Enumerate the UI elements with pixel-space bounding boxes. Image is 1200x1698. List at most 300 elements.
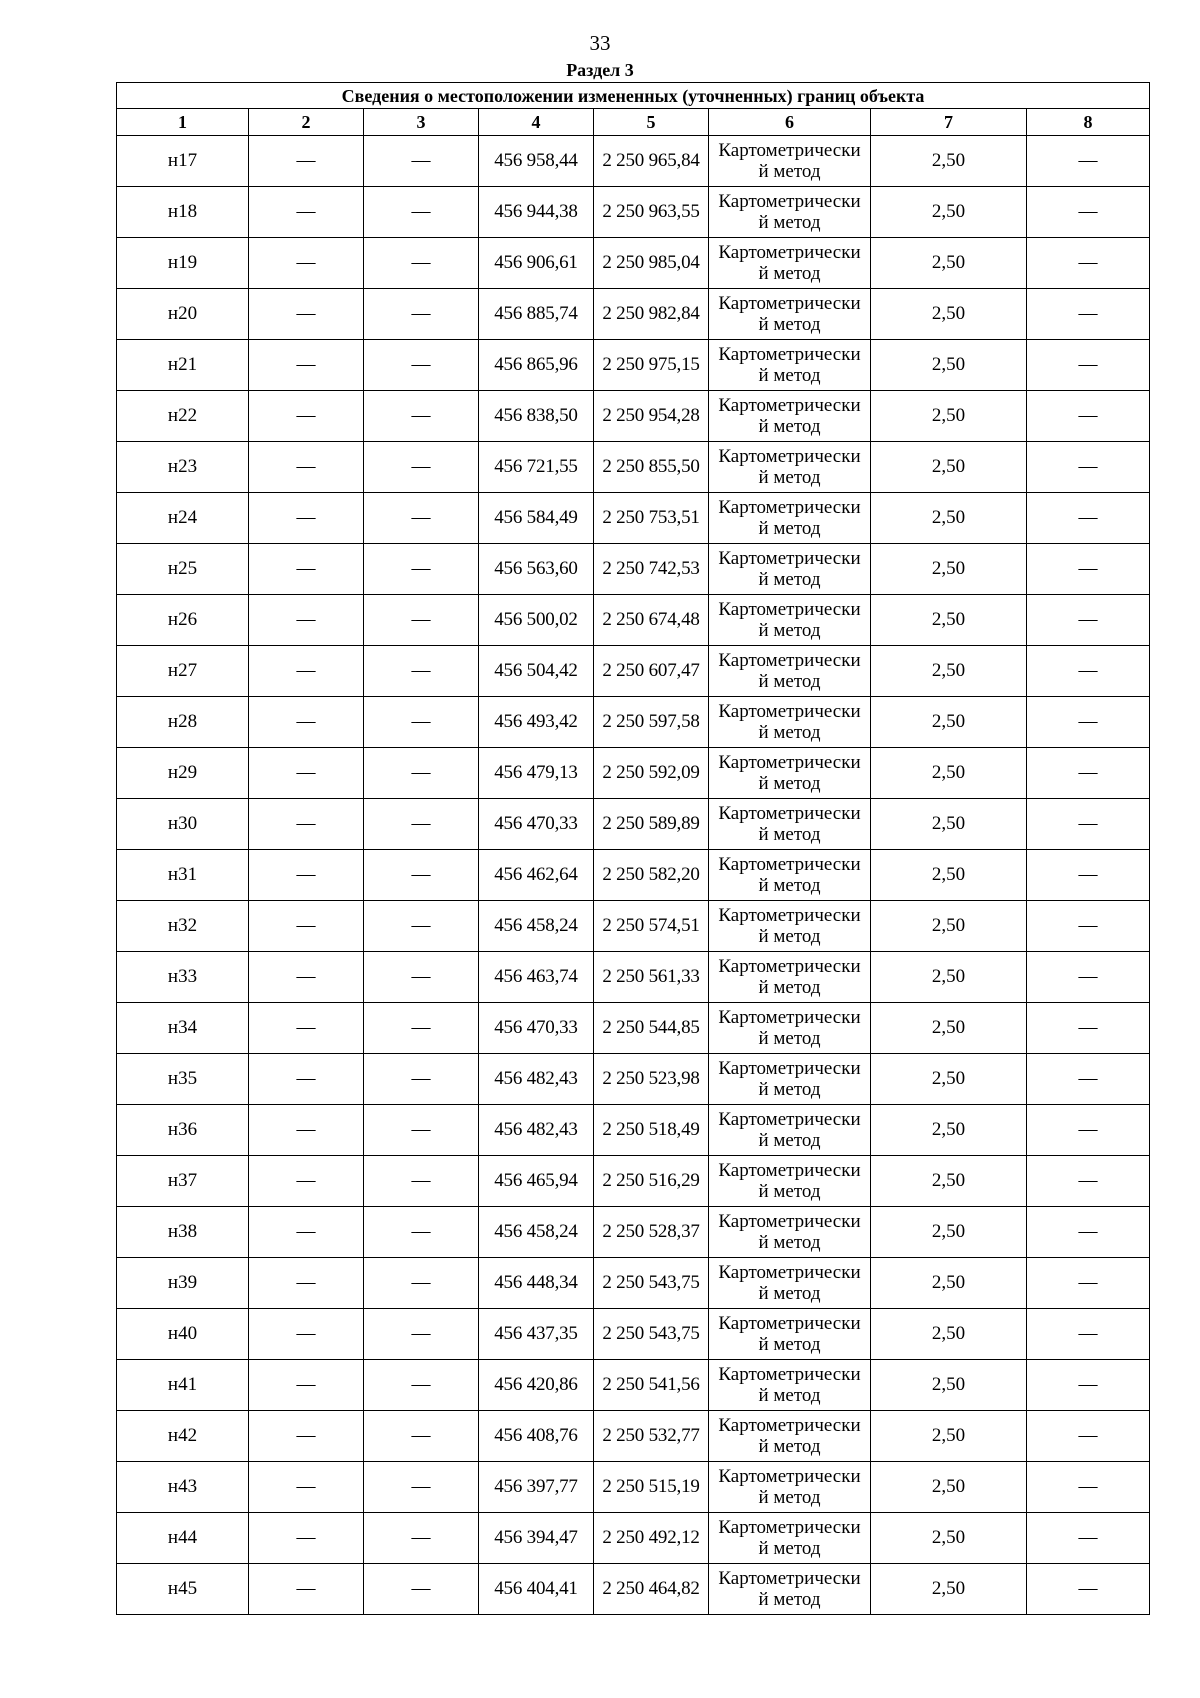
point-cell: н32 bbox=[117, 901, 249, 952]
coordinates-table bbox=[116, 82, 1150, 1615]
point-cell: н35 bbox=[117, 1054, 249, 1105]
dash-cell: — bbox=[249, 1156, 364, 1207]
method-line-2: й метод bbox=[758, 1385, 821, 1406]
method-line-2: й метод bbox=[758, 1232, 821, 1253]
method-cell bbox=[709, 646, 871, 697]
table-row bbox=[117, 1156, 1150, 1207]
dash-cell: — bbox=[364, 1462, 479, 1513]
method-cell bbox=[709, 1360, 871, 1411]
dash-cell: — bbox=[1027, 136, 1150, 187]
point-cell: н22 bbox=[117, 391, 249, 442]
y-coordinate-cell: 2 250 464,82 bbox=[594, 1564, 709, 1615]
dash-cell: — bbox=[364, 595, 479, 646]
dash-cell: — bbox=[249, 289, 364, 340]
y-coordinate-cell: 2 250 523,98 bbox=[594, 1054, 709, 1105]
table-row bbox=[117, 136, 1150, 187]
table-row bbox=[117, 1360, 1150, 1411]
dash-cell: — bbox=[1027, 187, 1150, 238]
x-coordinate-cell: 456 420,86 bbox=[479, 1360, 594, 1411]
method-cell bbox=[709, 544, 871, 595]
point-cell: н26 bbox=[117, 595, 249, 646]
dash-cell: — bbox=[249, 1564, 364, 1615]
x-coordinate-cell: 456 906,61 bbox=[479, 238, 594, 289]
point-cell: н42 bbox=[117, 1411, 249, 1462]
column-number: 1 bbox=[117, 109, 249, 136]
dash-cell: — bbox=[364, 1360, 479, 1411]
table-row bbox=[117, 544, 1150, 595]
table-row bbox=[117, 1411, 1150, 1462]
point-cell: н38 bbox=[117, 1207, 249, 1258]
y-coordinate-cell: 2 250 597,58 bbox=[594, 697, 709, 748]
precision-cell: 2,50 bbox=[871, 1105, 1027, 1156]
dash-cell: — bbox=[249, 544, 364, 595]
dash-cell: — bbox=[364, 493, 479, 544]
table-row bbox=[117, 901, 1150, 952]
precision-cell: 2,50 bbox=[871, 1411, 1027, 1462]
x-coordinate-cell: 456 500,02 bbox=[479, 595, 594, 646]
table-row bbox=[117, 1564, 1150, 1615]
dash-cell: — bbox=[1027, 442, 1150, 493]
x-coordinate-cell: 456 865,96 bbox=[479, 340, 594, 391]
method-cell bbox=[709, 1411, 871, 1462]
method-line-2: й метод bbox=[758, 467, 821, 488]
method-line-2: й метод bbox=[758, 1487, 821, 1508]
dash-cell: — bbox=[249, 901, 364, 952]
x-coordinate-cell: 456 885,74 bbox=[479, 289, 594, 340]
dash-cell: — bbox=[364, 952, 479, 1003]
dash-cell: — bbox=[1027, 1156, 1150, 1207]
table-row bbox=[117, 1309, 1150, 1360]
table-row bbox=[117, 952, 1150, 1003]
method-line-2: й метод bbox=[758, 977, 821, 998]
method-cell bbox=[709, 1513, 871, 1564]
x-coordinate-cell: 456 482,43 bbox=[479, 1054, 594, 1105]
precision-cell: 2,50 bbox=[871, 238, 1027, 289]
method-line-1: Картометрически bbox=[718, 395, 861, 416]
dash-cell: — bbox=[249, 1105, 364, 1156]
dash-cell: — bbox=[1027, 1258, 1150, 1309]
precision-cell: 2,50 bbox=[871, 442, 1027, 493]
method-cell bbox=[709, 442, 871, 493]
dash-cell: — bbox=[364, 1105, 479, 1156]
table-row bbox=[117, 289, 1150, 340]
x-coordinate-cell: 456 465,94 bbox=[479, 1156, 594, 1207]
y-coordinate-cell: 2 250 855,50 bbox=[594, 442, 709, 493]
method-line-2: й метод bbox=[758, 314, 821, 335]
method-line-2: й метод bbox=[758, 1538, 821, 1559]
method-cell bbox=[709, 289, 871, 340]
method-line-1: Картометрически bbox=[718, 854, 861, 875]
method-line-2: й метод bbox=[758, 263, 821, 284]
precision-cell: 2,50 bbox=[871, 1513, 1027, 1564]
column-number: 5 bbox=[594, 109, 709, 136]
point-cell: н18 bbox=[117, 187, 249, 238]
x-coordinate-cell: 456 584,49 bbox=[479, 493, 594, 544]
dash-cell: — bbox=[249, 1411, 364, 1462]
y-coordinate-cell: 2 250 742,53 bbox=[594, 544, 709, 595]
method-line-2: й метод bbox=[758, 620, 821, 641]
dash-cell: — bbox=[364, 901, 479, 952]
dash-cell: — bbox=[364, 748, 479, 799]
dash-cell: — bbox=[1027, 391, 1150, 442]
dash-cell: — bbox=[249, 1513, 364, 1564]
dash-cell: — bbox=[364, 289, 479, 340]
dash-cell: — bbox=[1027, 1360, 1150, 1411]
method-line-2: й метод bbox=[758, 161, 821, 182]
x-coordinate-cell: 456 397,77 bbox=[479, 1462, 594, 1513]
x-coordinate-cell: 456 437,35 bbox=[479, 1309, 594, 1360]
method-cell bbox=[709, 1309, 871, 1360]
dash-cell: — bbox=[364, 340, 479, 391]
dash-cell: — bbox=[249, 136, 364, 187]
x-coordinate-cell: 456 470,33 bbox=[479, 1003, 594, 1054]
precision-cell: 2,50 bbox=[871, 595, 1027, 646]
method-line-2: й метод bbox=[758, 416, 821, 437]
dash-cell: — bbox=[364, 799, 479, 850]
table-row bbox=[117, 187, 1150, 238]
x-coordinate-cell: 456 463,74 bbox=[479, 952, 594, 1003]
x-coordinate-cell: 456 408,76 bbox=[479, 1411, 594, 1462]
y-coordinate-cell: 2 250 589,89 bbox=[594, 799, 709, 850]
table-row bbox=[117, 1054, 1150, 1105]
method-line-2: й метод bbox=[758, 1181, 821, 1202]
method-cell bbox=[709, 187, 871, 238]
method-line-1: Картометрически bbox=[718, 599, 861, 620]
dash-cell: — bbox=[1027, 799, 1150, 850]
dash-cell: — bbox=[364, 1054, 479, 1105]
method-cell bbox=[709, 136, 871, 187]
column-number: 2 bbox=[249, 109, 364, 136]
y-coordinate-cell: 2 250 518,49 bbox=[594, 1105, 709, 1156]
y-coordinate-cell: 2 250 982,84 bbox=[594, 289, 709, 340]
dash-cell: — bbox=[364, 1258, 479, 1309]
point-cell: н27 bbox=[117, 646, 249, 697]
y-coordinate-cell: 2 250 954,28 bbox=[594, 391, 709, 442]
x-coordinate-cell: 456 470,33 bbox=[479, 799, 594, 850]
y-coordinate-cell: 2 250 492,12 bbox=[594, 1513, 709, 1564]
precision-cell: 2,50 bbox=[871, 1054, 1027, 1105]
y-coordinate-cell: 2 250 965,84 bbox=[594, 136, 709, 187]
point-cell: н40 bbox=[117, 1309, 249, 1360]
point-cell: н20 bbox=[117, 289, 249, 340]
method-cell bbox=[709, 697, 871, 748]
precision-cell: 2,50 bbox=[871, 1003, 1027, 1054]
method-line-1: Картометрически bbox=[718, 1160, 861, 1181]
method-cell bbox=[709, 1258, 871, 1309]
method-line-2: й метод bbox=[758, 1130, 821, 1151]
dash-cell: — bbox=[249, 748, 364, 799]
precision-cell: 2,50 bbox=[871, 697, 1027, 748]
dash-cell: — bbox=[249, 850, 364, 901]
table-caption: Сведения о местоположении измененных (уточненных) границ объекта bbox=[117, 83, 1150, 109]
column-number-row bbox=[117, 109, 1150, 136]
table-row bbox=[117, 1105, 1150, 1156]
dash-cell: — bbox=[249, 646, 364, 697]
table-body bbox=[117, 83, 1150, 1615]
precision-cell: 2,50 bbox=[871, 1309, 1027, 1360]
section-title: Раздел 3 bbox=[566, 60, 634, 80]
table-row bbox=[117, 595, 1150, 646]
dash-cell: — bbox=[364, 1411, 479, 1462]
method-line-1: Картометрически bbox=[718, 905, 861, 926]
dash-cell: — bbox=[249, 1054, 364, 1105]
method-cell bbox=[709, 1462, 871, 1513]
dash-cell: — bbox=[364, 136, 479, 187]
y-coordinate-cell: 2 250 607,47 bbox=[594, 646, 709, 697]
dash-cell: — bbox=[1027, 595, 1150, 646]
method-cell bbox=[709, 952, 871, 1003]
point-cell: н43 bbox=[117, 1462, 249, 1513]
method-line-1: Картометрически bbox=[718, 293, 861, 314]
x-coordinate-cell: 456 563,60 bbox=[479, 544, 594, 595]
method-cell bbox=[709, 238, 871, 289]
precision-cell: 2,50 bbox=[871, 1462, 1027, 1513]
method-line-1: Картометрически bbox=[718, 956, 861, 977]
method-line-1: Картометрически bbox=[718, 1313, 861, 1334]
method-line-2: й метод bbox=[758, 671, 821, 692]
precision-cell: 2,50 bbox=[871, 646, 1027, 697]
method-line-2: й метод bbox=[758, 1079, 821, 1100]
column-number: 6 bbox=[709, 109, 871, 136]
dash-cell: — bbox=[364, 391, 479, 442]
page-number: 33 bbox=[589, 31, 611, 55]
dash-cell: — bbox=[364, 1309, 479, 1360]
dash-cell: — bbox=[364, 1513, 479, 1564]
dash-cell: — bbox=[1027, 1207, 1150, 1258]
method-line-2: й метод bbox=[758, 824, 821, 845]
method-line-2: й метод bbox=[758, 1334, 821, 1355]
dash-cell: — bbox=[1027, 901, 1150, 952]
dash-cell: — bbox=[364, 1564, 479, 1615]
point-cell: н31 bbox=[117, 850, 249, 901]
method-line-1: Картометрически bbox=[718, 701, 861, 722]
table-row bbox=[117, 493, 1150, 544]
precision-cell: 2,50 bbox=[871, 748, 1027, 799]
method-line-1: Картометрически bbox=[718, 1007, 861, 1028]
precision-cell: 2,50 bbox=[871, 952, 1027, 1003]
method-cell bbox=[709, 1156, 871, 1207]
dash-cell: — bbox=[1027, 1513, 1150, 1564]
method-cell bbox=[709, 1054, 871, 1105]
dash-cell: — bbox=[1027, 340, 1150, 391]
y-coordinate-cell: 2 250 561,33 bbox=[594, 952, 709, 1003]
method-line-1: Картометрически bbox=[718, 803, 861, 824]
table-row bbox=[117, 1003, 1150, 1054]
table-row bbox=[117, 748, 1150, 799]
x-coordinate-cell: 456 838,50 bbox=[479, 391, 594, 442]
dash-cell: — bbox=[364, 646, 479, 697]
method-line-2: й метод bbox=[758, 1028, 821, 1049]
point-cell: н29 bbox=[117, 748, 249, 799]
x-coordinate-cell: 456 958,44 bbox=[479, 136, 594, 187]
method-line-1: Картометрически bbox=[718, 344, 861, 365]
y-coordinate-cell: 2 250 532,77 bbox=[594, 1411, 709, 1462]
x-coordinate-cell: 456 458,24 bbox=[479, 1207, 594, 1258]
y-coordinate-cell: 2 250 592,09 bbox=[594, 748, 709, 799]
point-cell: н36 bbox=[117, 1105, 249, 1156]
precision-cell: 2,50 bbox=[871, 187, 1027, 238]
method-line-1: Картометрически bbox=[718, 191, 861, 212]
method-line-1: Картометрически bbox=[718, 1568, 861, 1589]
table-row bbox=[117, 1258, 1150, 1309]
method-cell bbox=[709, 595, 871, 646]
table-row bbox=[117, 799, 1150, 850]
point-cell: н39 bbox=[117, 1258, 249, 1309]
dash-cell: — bbox=[249, 697, 364, 748]
point-cell: н44 bbox=[117, 1513, 249, 1564]
dash-cell: — bbox=[364, 187, 479, 238]
dash-cell: — bbox=[364, 442, 479, 493]
point-cell: н25 bbox=[117, 544, 249, 595]
point-cell: н17 bbox=[117, 136, 249, 187]
method-line-1: Картометрически bbox=[718, 752, 861, 773]
table-row bbox=[117, 646, 1150, 697]
x-coordinate-cell: 456 493,42 bbox=[479, 697, 594, 748]
method-line-2: й метод bbox=[758, 1589, 821, 1610]
table-row bbox=[117, 238, 1150, 289]
precision-cell: 2,50 bbox=[871, 136, 1027, 187]
dash-cell: — bbox=[249, 238, 364, 289]
precision-cell: 2,50 bbox=[871, 1156, 1027, 1207]
y-coordinate-cell: 2 250 574,51 bbox=[594, 901, 709, 952]
dash-cell: — bbox=[249, 1360, 364, 1411]
table-row bbox=[117, 391, 1150, 442]
precision-cell: 2,50 bbox=[871, 850, 1027, 901]
table-row bbox=[117, 1207, 1150, 1258]
dash-cell: — bbox=[1027, 1309, 1150, 1360]
dash-cell: — bbox=[364, 544, 479, 595]
x-coordinate-cell: 456 482,43 bbox=[479, 1105, 594, 1156]
method-line-1: Картометрически bbox=[718, 242, 861, 263]
dash-cell: — bbox=[1027, 646, 1150, 697]
method-line-2: й метод bbox=[758, 773, 821, 794]
column-number: 7 bbox=[871, 109, 1027, 136]
method-line-1: Картометрически bbox=[718, 1466, 861, 1487]
point-cell: н30 bbox=[117, 799, 249, 850]
dash-cell: — bbox=[249, 1207, 364, 1258]
dash-cell: — bbox=[249, 442, 364, 493]
method-cell bbox=[709, 799, 871, 850]
method-line-1: Картометрически bbox=[718, 1109, 861, 1130]
y-coordinate-cell: 2 250 674,48 bbox=[594, 595, 709, 646]
dash-cell: — bbox=[1027, 289, 1150, 340]
dash-cell: — bbox=[1027, 238, 1150, 289]
y-coordinate-cell: 2 250 516,29 bbox=[594, 1156, 709, 1207]
precision-cell: 2,50 bbox=[871, 493, 1027, 544]
dash-cell: — bbox=[1027, 697, 1150, 748]
y-coordinate-cell: 2 250 963,55 bbox=[594, 187, 709, 238]
x-coordinate-cell: 456 394,47 bbox=[479, 1513, 594, 1564]
table-row bbox=[117, 1513, 1150, 1564]
precision-cell: 2,50 bbox=[871, 1207, 1027, 1258]
dash-cell: — bbox=[249, 187, 364, 238]
point-cell: н23 bbox=[117, 442, 249, 493]
method-line-1: Картометрически bbox=[718, 497, 861, 518]
point-cell: н28 bbox=[117, 697, 249, 748]
point-cell: н45 bbox=[117, 1564, 249, 1615]
y-coordinate-cell: 2 250 753,51 bbox=[594, 493, 709, 544]
dash-cell: — bbox=[1027, 1411, 1150, 1462]
precision-cell: 2,50 bbox=[871, 1564, 1027, 1615]
y-coordinate-cell: 2 250 985,04 bbox=[594, 238, 709, 289]
method-cell bbox=[709, 850, 871, 901]
dash-cell: — bbox=[1027, 1105, 1150, 1156]
precision-cell: 2,50 bbox=[871, 799, 1027, 850]
table-row bbox=[117, 442, 1150, 493]
dash-cell: — bbox=[249, 1309, 364, 1360]
dash-cell: — bbox=[249, 1003, 364, 1054]
x-coordinate-cell: 456 504,42 bbox=[479, 646, 594, 697]
dash-cell: — bbox=[1027, 850, 1150, 901]
method-line-1: Картометрически bbox=[718, 446, 861, 467]
dash-cell: — bbox=[249, 799, 364, 850]
method-cell bbox=[709, 340, 871, 391]
precision-cell: 2,50 bbox=[871, 544, 1027, 595]
x-coordinate-cell: 456 458,24 bbox=[479, 901, 594, 952]
y-coordinate-cell: 2 250 975,15 bbox=[594, 340, 709, 391]
method-line-1: Картометрически bbox=[718, 1211, 861, 1232]
table-row bbox=[117, 1462, 1150, 1513]
dash-cell: — bbox=[364, 1207, 479, 1258]
method-line-2: й метод bbox=[758, 212, 821, 233]
dash-cell: — bbox=[249, 391, 364, 442]
method-cell bbox=[709, 493, 871, 544]
dash-cell: — bbox=[249, 952, 364, 1003]
method-cell bbox=[709, 901, 871, 952]
precision-cell: 2,50 bbox=[871, 340, 1027, 391]
point-cell: н33 bbox=[117, 952, 249, 1003]
dash-cell: — bbox=[364, 238, 479, 289]
y-coordinate-cell: 2 250 541,56 bbox=[594, 1360, 709, 1411]
method-line-2: й метод bbox=[758, 1283, 821, 1304]
method-line-2: й метод bbox=[758, 518, 821, 539]
table-row bbox=[117, 850, 1150, 901]
dash-cell: — bbox=[249, 340, 364, 391]
method-line-1: Картометрически bbox=[718, 1415, 861, 1436]
method-line-2: й метод bbox=[758, 875, 821, 896]
dash-cell: — bbox=[249, 595, 364, 646]
dash-cell: — bbox=[1027, 1003, 1150, 1054]
precision-cell: 2,50 bbox=[871, 901, 1027, 952]
point-cell: н19 bbox=[117, 238, 249, 289]
method-line-2: й метод bbox=[758, 722, 821, 743]
precision-cell: 2,50 bbox=[871, 289, 1027, 340]
method-line-1: Картометрически bbox=[718, 1517, 861, 1538]
method-line-2: й метод bbox=[758, 569, 821, 590]
dash-cell: — bbox=[1027, 1054, 1150, 1105]
dash-cell: — bbox=[1027, 1564, 1150, 1615]
x-coordinate-cell: 456 462,64 bbox=[479, 850, 594, 901]
precision-cell: 2,50 bbox=[871, 1258, 1027, 1309]
table-caption-row bbox=[117, 83, 1150, 109]
method-cell bbox=[709, 1105, 871, 1156]
y-coordinate-cell: 2 250 544,85 bbox=[594, 1003, 709, 1054]
method-line-2: й метод bbox=[758, 365, 821, 386]
method-cell bbox=[709, 1207, 871, 1258]
column-number: 4 bbox=[479, 109, 594, 136]
x-coordinate-cell: 456 448,34 bbox=[479, 1258, 594, 1309]
dash-cell: — bbox=[1027, 952, 1150, 1003]
dash-cell: — bbox=[249, 1462, 364, 1513]
method-line-1: Картометрически bbox=[718, 650, 861, 671]
dash-cell: — bbox=[1027, 493, 1150, 544]
dash-cell: — bbox=[1027, 748, 1150, 799]
method-cell bbox=[709, 1003, 871, 1054]
method-line-1: Картометрически bbox=[718, 1262, 861, 1283]
x-coordinate-cell: 456 721,55 bbox=[479, 442, 594, 493]
column-number: 3 bbox=[364, 109, 479, 136]
precision-cell: 2,50 bbox=[871, 391, 1027, 442]
